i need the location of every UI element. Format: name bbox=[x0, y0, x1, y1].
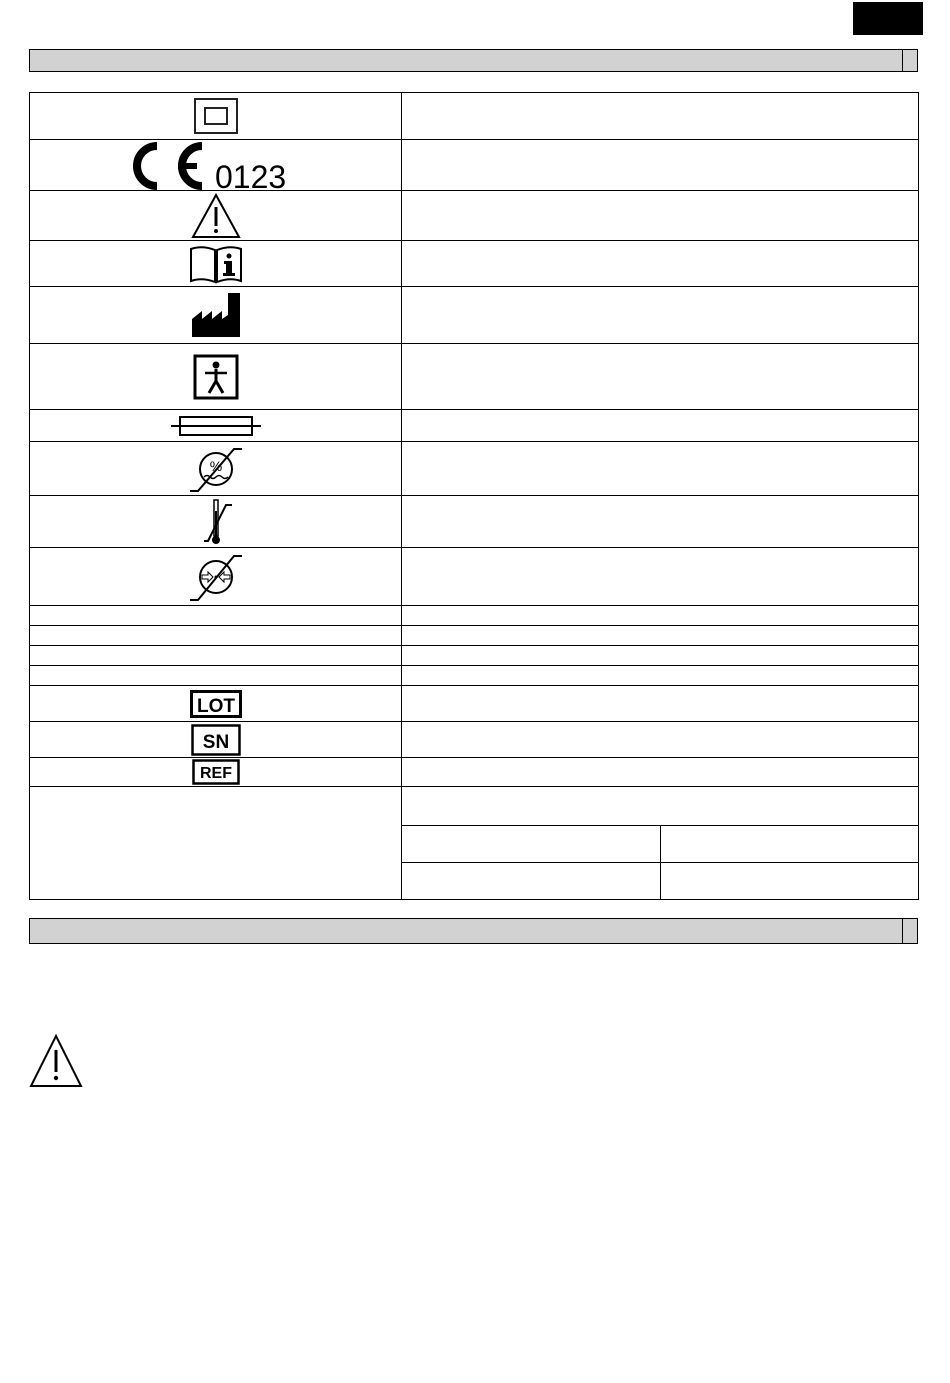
symbol-cell bbox=[30, 140, 402, 191]
symbol-description bbox=[402, 626, 919, 646]
sub-grid-row bbox=[402, 825, 918, 862]
symbol-description bbox=[402, 646, 919, 666]
symbols-table bbox=[29, 92, 919, 900]
table-row bbox=[30, 410, 919, 442]
symbol-description bbox=[402, 686, 919, 722]
sub-grid-cell-left bbox=[402, 825, 660, 862]
symbol-cell bbox=[30, 606, 402, 626]
svg-text:%: % bbox=[209, 457, 222, 474]
ce-number: 0123 bbox=[214, 159, 286, 190]
humidity-limit-icon bbox=[188, 444, 244, 494]
sub-grid-cell bbox=[402, 787, 919, 900]
table-row bbox=[30, 344, 919, 410]
symbol-description bbox=[402, 548, 919, 606]
symbol-description bbox=[402, 410, 919, 442]
table-row bbox=[30, 646, 919, 666]
symbol-cell bbox=[30, 496, 402, 548]
symbol-cell bbox=[30, 241, 402, 287]
lot-number-icon bbox=[190, 690, 242, 718]
svg-text:REF: REF bbox=[199, 765, 232, 782]
symbol-description bbox=[402, 191, 919, 241]
symbol-cell bbox=[30, 548, 402, 606]
class-ii-double-square-icon bbox=[193, 97, 239, 135]
symbol-description bbox=[402, 140, 919, 191]
table-row bbox=[30, 758, 919, 787]
temperature-limit-icon bbox=[196, 497, 236, 547]
table-row bbox=[30, 287, 919, 344]
svg-text:LOT: LOT bbox=[196, 695, 235, 717]
sub-grid-header bbox=[402, 788, 918, 826]
symbol-description bbox=[402, 93, 919, 140]
ce-mark-icon bbox=[131, 140, 301, 190]
symbol-cell bbox=[30, 787, 402, 900]
symbol-description bbox=[402, 241, 919, 287]
table-row bbox=[30, 666, 919, 686]
symbol-description bbox=[402, 287, 919, 344]
table-row bbox=[30, 722, 919, 758]
table-row bbox=[30, 442, 919, 496]
symbol-description bbox=[402, 442, 919, 496]
symbol-cell bbox=[30, 191, 402, 241]
symbol-cell bbox=[30, 686, 402, 722]
symbol-cell bbox=[30, 646, 402, 666]
table-row bbox=[30, 606, 919, 626]
symbol-description bbox=[402, 722, 919, 758]
symbol-cell bbox=[30, 93, 402, 140]
symbol-description bbox=[402, 344, 919, 410]
symbol-cell bbox=[30, 722, 402, 758]
sub-grid-row bbox=[402, 862, 918, 899]
table-row bbox=[30, 191, 919, 241]
table-row bbox=[30, 686, 919, 722]
fuse-icon bbox=[170, 414, 262, 438]
table-row bbox=[30, 787, 919, 900]
table-row bbox=[30, 626, 919, 646]
atmospheric-pressure-limit-icon bbox=[188, 551, 244, 603]
consult-instructions-icon bbox=[188, 244, 244, 284]
table-row bbox=[30, 93, 919, 140]
warning-triangle-icon bbox=[191, 193, 241, 239]
serial-number-icon bbox=[191, 724, 241, 756]
sub-grid-cell-left bbox=[402, 862, 660, 899]
symbol-cell bbox=[30, 758, 402, 787]
symbol-cell bbox=[30, 410, 402, 442]
page-corner-tab bbox=[853, 2, 923, 35]
warning-triangle-icon bbox=[29, 1034, 83, 1088]
symbol-description bbox=[402, 666, 919, 686]
symbol-description bbox=[402, 758, 919, 787]
section-heading-bar-symbols bbox=[29, 49, 918, 72]
symbol-cell bbox=[30, 626, 402, 646]
sub-grid-row bbox=[402, 788, 918, 826]
symbol-cell bbox=[30, 344, 402, 410]
reference-number-icon bbox=[192, 759, 240, 785]
manufacturer-factory-icon bbox=[190, 291, 242, 339]
symbol-description bbox=[402, 606, 919, 626]
svg-text:SN: SN bbox=[202, 731, 229, 753]
sub-grid bbox=[402, 788, 918, 899]
section-heading-bar-warnings bbox=[29, 918, 918, 944]
type-bf-applied-part-icon bbox=[192, 353, 240, 401]
symbol-cell bbox=[30, 666, 402, 686]
symbol-description bbox=[402, 496, 919, 548]
table-row bbox=[30, 496, 919, 548]
table-row bbox=[30, 140, 919, 191]
sub-grid-cell-right bbox=[660, 862, 918, 899]
sub-grid-cell-right bbox=[660, 825, 918, 862]
table-row bbox=[30, 548, 919, 606]
symbol-cell bbox=[30, 442, 402, 496]
table-row bbox=[30, 241, 919, 287]
symbol-cell bbox=[30, 287, 402, 344]
